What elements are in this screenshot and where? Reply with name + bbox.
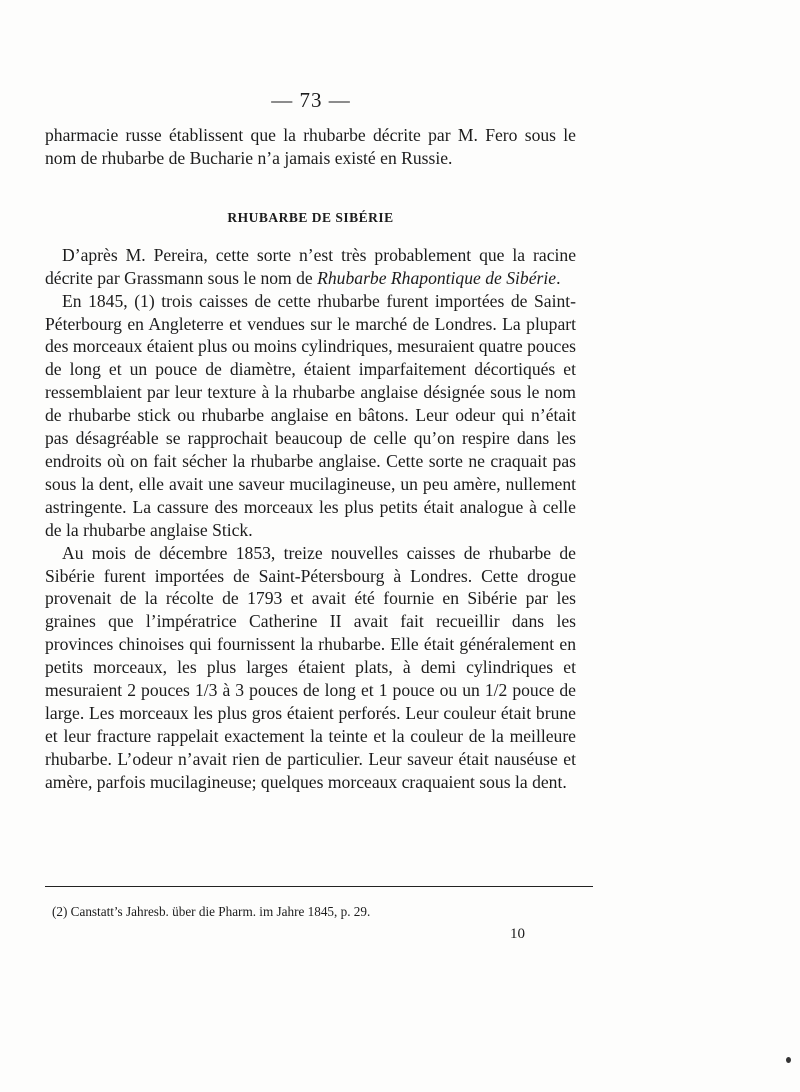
paragraph-text: D’après M. Pereira, cette sorte n’est très probablement que la racine décrite par Grassmann sous le nom de bbox=[45, 244, 576, 288]
paragraph-text: pharmacie russe établissent que la rhubarbe décrite par M. Fero sous le nom de rhubarbe de Bucharie n’a jamais existé en Russie. bbox=[45, 125, 576, 168]
signature-mark: 10 bbox=[510, 926, 525, 942]
footnote-divider bbox=[45, 886, 593, 887]
paragraph-text: Au mois de décembre 1853, treize nouvelles caisses de rhubarbe de Sibérie furent importées de Saint-Pétersbourg à Londres. Cette drogue provenait de la récolte de 1793 et avait été fournie en Sibérie par les graines que l’impératrice Catherine II avait fait recueillir dans les provinces chinoises qui fournissent la rhubarbe. Elle était généralement en petits morceaux, les plus larges étaient plats, à demi cylindriques et mesuraient 2 pouces 1/3 à 3 pouces de long et 1 pouce ou un 1/2 pouce de large. Les morceaux les plus gros étaient perforés. Leur couleur était brune et leur fracture rappelait exactement la teinte et la couleur de la meilleure rhubarbe. L’odeur n’avait rien de particulier. Leur saveur était nauséuse et amère, parfois mucilagineuse; quelques morceaux craquaient sous la dent. bbox=[45, 542, 576, 792]
footnote: (2) Canstatt’s Jahresb. über die Pharm. im Jahre 1845, p. 29. bbox=[52, 904, 371, 919]
paragraph bbox=[45, 290, 576, 542]
page-number: — 73 — bbox=[271, 88, 351, 112]
paragraph-text: . bbox=[556, 267, 561, 288]
ink-speck bbox=[786, 1057, 791, 1063]
paragraph bbox=[45, 244, 576, 290]
paragraph bbox=[45, 542, 576, 794]
section-body bbox=[45, 244, 576, 794]
section-heading: RHUBARBE DE SIBÉRIE bbox=[227, 209, 394, 225]
paragraph-text: En 1845, (1) trois caisses de cette rhubarbe furent importées de Saint-Péterbourg en Angleterre et vendues sur le marché de Londres. La plupart des morceaux étaient plus ou moins cylindriques, mesuraient quatre pouces de long et un pouce de diamètre, étaient imparfaitement décortiqués et ressemblaient par leur texture à la rhubarbe anglaise désignée sous le nom de rhubarbe stick ou rhubarbe anglaise en bâtons. Leur odeur qui n’était pas désagréable se rapprochait beaucoup de celle qu’on respire dans les endroits où on fait sécher la rhubarbe anglaise. Cette sorte ne craquait pas sous la dent, elle avait une saveur mucilagineuse, un peu amère, nullement astringente. La cassure des morceaux les plus petits était analogue à celle de la rhubarbe anglaise Stick. bbox=[45, 290, 576, 540]
italic-text: Rhubarbe Rhapontique de Sibérie bbox=[317, 267, 557, 288]
paragraph-intro bbox=[45, 124, 576, 170]
main-text bbox=[45, 124, 576, 794]
